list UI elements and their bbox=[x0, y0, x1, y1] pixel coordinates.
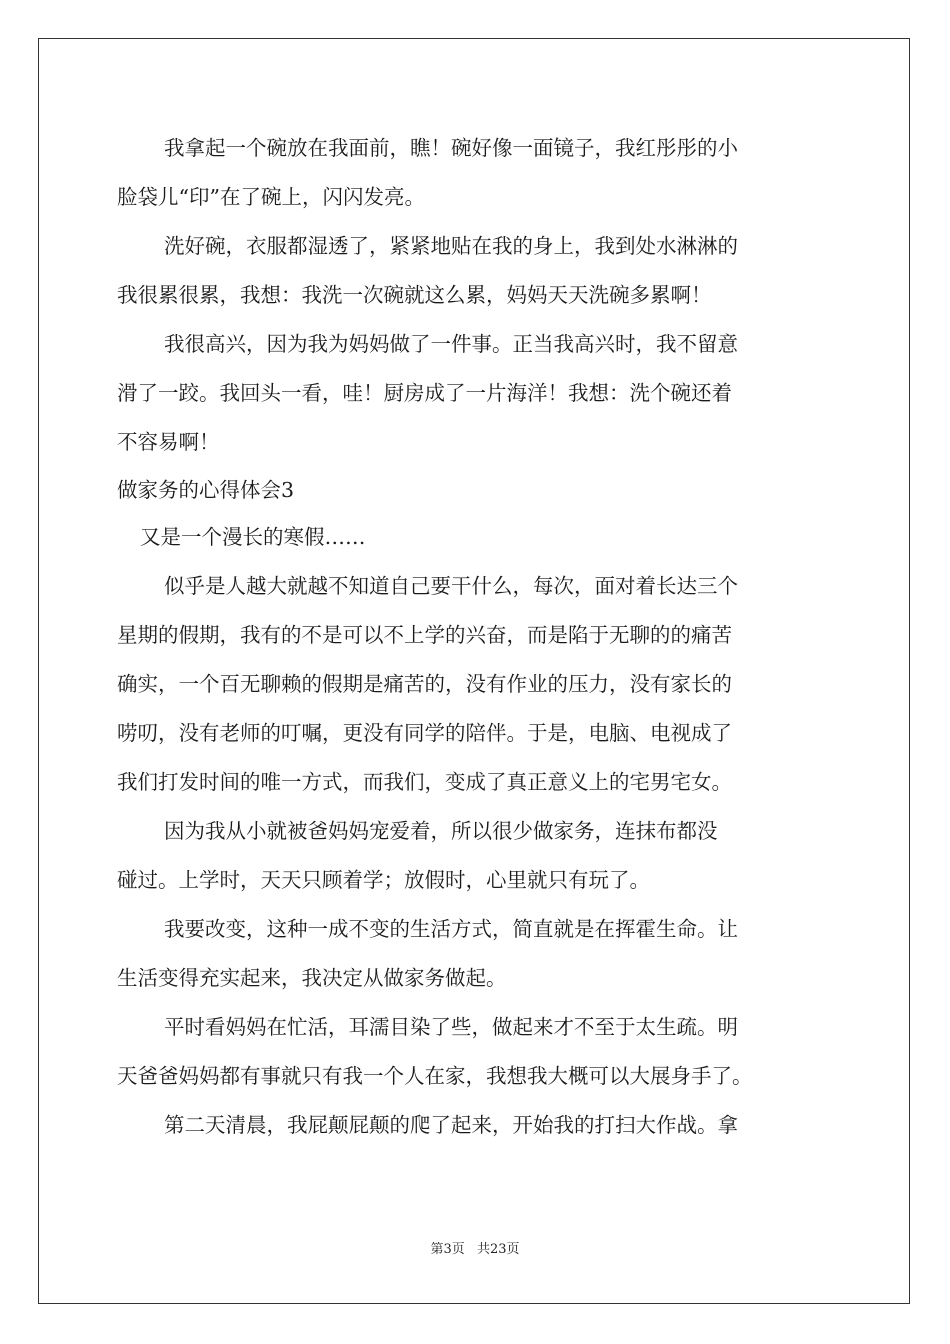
text-line: 似乎是人越大就越不知道自己要干什么，每次，面对着长达三个 bbox=[164, 574, 738, 598]
page-footer bbox=[0, 1238, 950, 1257]
text-line: 我很累很累，我想：我洗一次碗就这么累，妈妈天天洗碗多累啊！ bbox=[117, 283, 712, 307]
text-line: 因为我从小就被爸妈妈宠爱着，所以很少做家务，连抹布都没 bbox=[164, 819, 718, 843]
text-line: 我很高兴，因为我为妈妈做了一件事。正当我高兴时，我不留意 bbox=[164, 332, 738, 356]
section-heading: 做家务的心得体会3 bbox=[117, 478, 295, 502]
text-line: 星期的假期，我有的不是可以不上学的兴奋，而是陷于无聊的的痛苦 bbox=[117, 623, 732, 647]
text-line: 不容易啊！ bbox=[117, 430, 220, 454]
text-line: 天爸爸妈妈都有事就只有我一个人在家，我想我大概可以大展身手了。 bbox=[117, 1064, 753, 1088]
text-line: 我要改变，这种一成不变的生活方式，简直就是在挥霍生命。让 bbox=[164, 917, 738, 941]
text-line: 我拿起一个碗放在我面前，瞧！碗好像一面镜子，我红彤彤的小 bbox=[164, 136, 738, 160]
text-line: 平时看妈妈在忙活，耳濡目染了些，做起来才不至于太生疏。明 bbox=[164, 1015, 738, 1039]
text-line: 脸袋儿“印”在了碗上，闪闪发亮。 bbox=[117, 185, 425, 209]
text-line: 洗好碗，衣服都湿透了，紧紧地贴在我的身上，我到处水淋淋的 bbox=[164, 234, 738, 258]
text-line: 滑了一跤。我回头一看，哇！厨房成了一片海洋！我想：洗个碗还着 bbox=[117, 381, 732, 405]
text-line: 唠叨，没有老师的叮嘱，更没有同学的陪伴。于是，电脑、电视成了 bbox=[117, 721, 732, 745]
text-line: 我们打发时间的唯一方式，而我们，变成了真正意义上的宅男宅女。 bbox=[117, 770, 732, 794]
page-number: 第3页 bbox=[430, 1242, 465, 1257]
text-line: 确实，一个百无聊赖的假期是痛苦的，没有作业的压力，没有家长的 bbox=[117, 672, 732, 696]
text-line: 第二天清晨，我屁颠屁颠的爬了起来，开始我的打扫大作战。拿 bbox=[164, 1113, 738, 1137]
page-total: 共23页 bbox=[476, 1242, 520, 1257]
document-body bbox=[117, 124, 837, 1150]
text-line: 生活变得充实起来，我决定从做家务做起。 bbox=[117, 966, 507, 990]
section-subheading: 又是一个漫长的寒假…… bbox=[140, 525, 366, 549]
text-line: 碰过。上学时，天天只顾着学；放假时，心里就只有玩了。 bbox=[117, 868, 650, 892]
